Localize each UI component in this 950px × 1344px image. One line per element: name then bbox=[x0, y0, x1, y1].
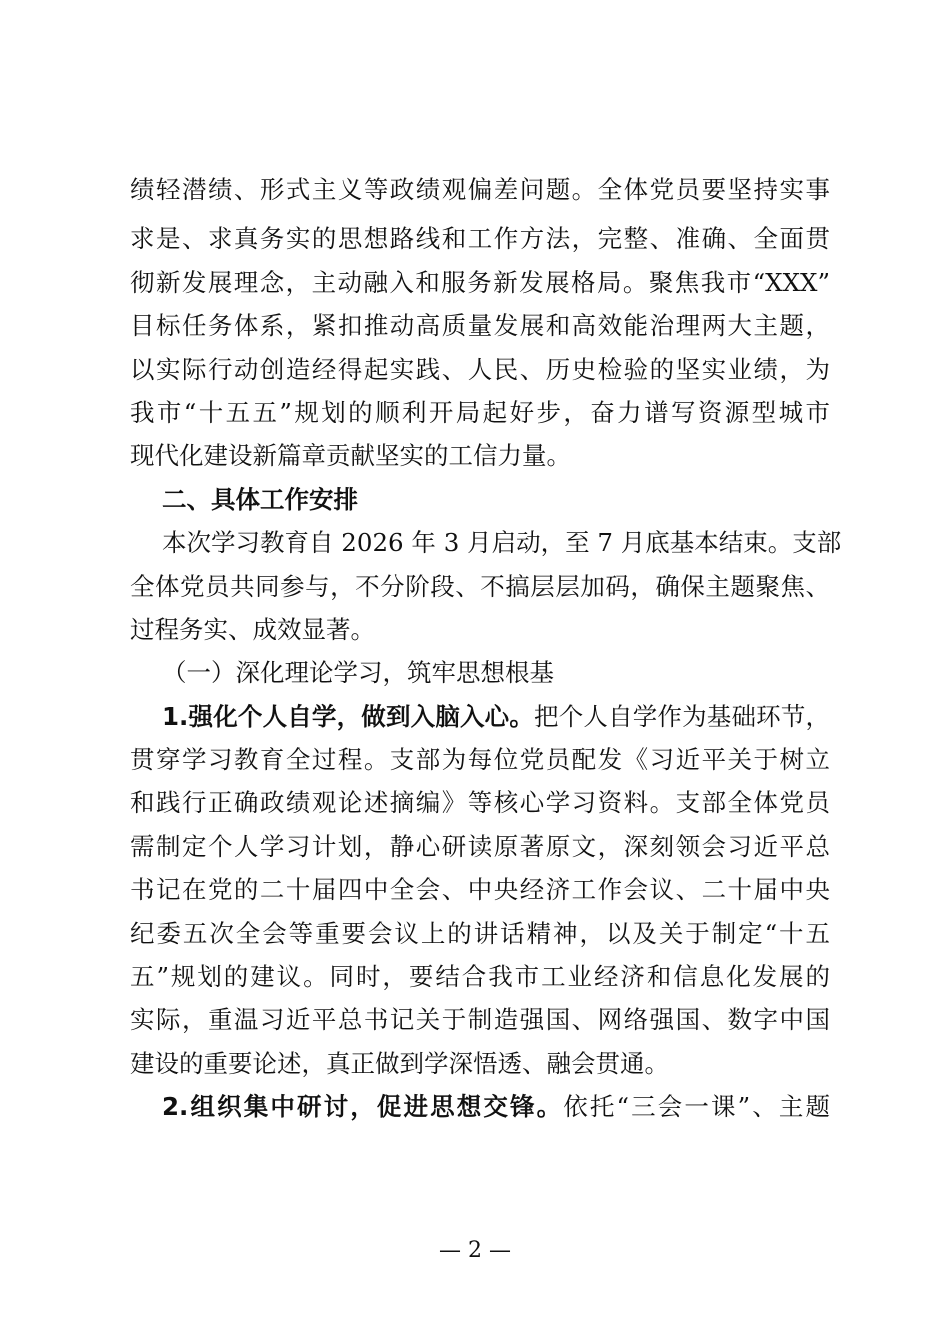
document-body bbox=[130, 168, 842, 1129]
text-line: 求是、求真务实的思想路线和工作方法，完整、准确、全面贯 bbox=[130, 224, 830, 254]
section-heading: 二、具体工作安排 bbox=[162, 484, 358, 514]
text-line: 和践行正确政绩观论述摘编》等核心学习资料。支部全体党员 bbox=[130, 788, 830, 818]
item-title: 2.组织集中研讨，促进思想交锋。 bbox=[162, 1092, 564, 1122]
paragraph-2 bbox=[130, 521, 842, 651]
text-line: 绩轻潜绩、形式主义等政绩观偏差问题。全体党员要坚持实事 bbox=[130, 175, 830, 204]
text-line: 实际，重温习近平总书记关于制造强国、网络强国、数字中国 bbox=[130, 1005, 830, 1035]
text-line: 贯穿学习教育全过程。支部为每位党员配发《习近平关于树立 bbox=[130, 745, 830, 775]
text-line: 全体党员共同参与，不分阶段、不搞层层加码，确保主题聚焦、 bbox=[130, 571, 830, 601]
text-line: 需制定个人学习计划，静心研读原著原文，深刻领会习近平总 bbox=[130, 831, 830, 861]
item-2 bbox=[130, 1085, 830, 1128]
item-first-line bbox=[130, 695, 830, 738]
item-text: 依托“三会一课”、主题 bbox=[563, 1092, 830, 1122]
text-line: 五”规划的建议。同时，要结合我市工业经济和信息化发展的 bbox=[130, 962, 830, 992]
subsection-heading: （一）深化理论学习，筑牢思想根基 bbox=[162, 658, 554, 688]
text-line: 纪委五次全会等重要会议上的讲话精神，以及关于制定“十五 bbox=[130, 918, 830, 948]
paragraph-1 bbox=[130, 168, 830, 478]
text-line: 现代化建设新篇章贡献坚实的工信力量。 bbox=[130, 441, 571, 471]
item-text: 把个人自学作为基础环节， bbox=[534, 701, 830, 731]
text-line: 我市“十五五”规划的顺利开局起好步，奋力谱写资源型城市 bbox=[130, 397, 830, 427]
item-title: 1.强化个人自学，做到入脑入心。 bbox=[162, 701, 535, 731]
text-line: 目标任务体系，紧扣推动高质量发展和高效能治理两大主题， bbox=[130, 311, 830, 341]
page-number: — 2 — bbox=[439, 1238, 511, 1263]
text-line: 本次学习教育自 2026 年 3 月启动，至 7 月底基本结束。支部 bbox=[162, 528, 842, 558]
text-line: 以实际行动创造经得起实践、人民、历史检验的坚实业绩，为 bbox=[130, 354, 830, 384]
text-line: 彻新发展理念，主动融入和服务新发展格局。聚焦我市“XXX” bbox=[130, 267, 830, 297]
text-line: 书记在党的二十届四中全会、中央经济工作会议、二十届中央 bbox=[130, 875, 830, 905]
item-1 bbox=[130, 695, 830, 1086]
text-line: 建设的重要论述，真正做到学深悟透、融会贯通。 bbox=[130, 1048, 669, 1078]
text-line: 过程务实、成效显著。 bbox=[130, 614, 375, 644]
item-first-line bbox=[130, 1085, 830, 1128]
